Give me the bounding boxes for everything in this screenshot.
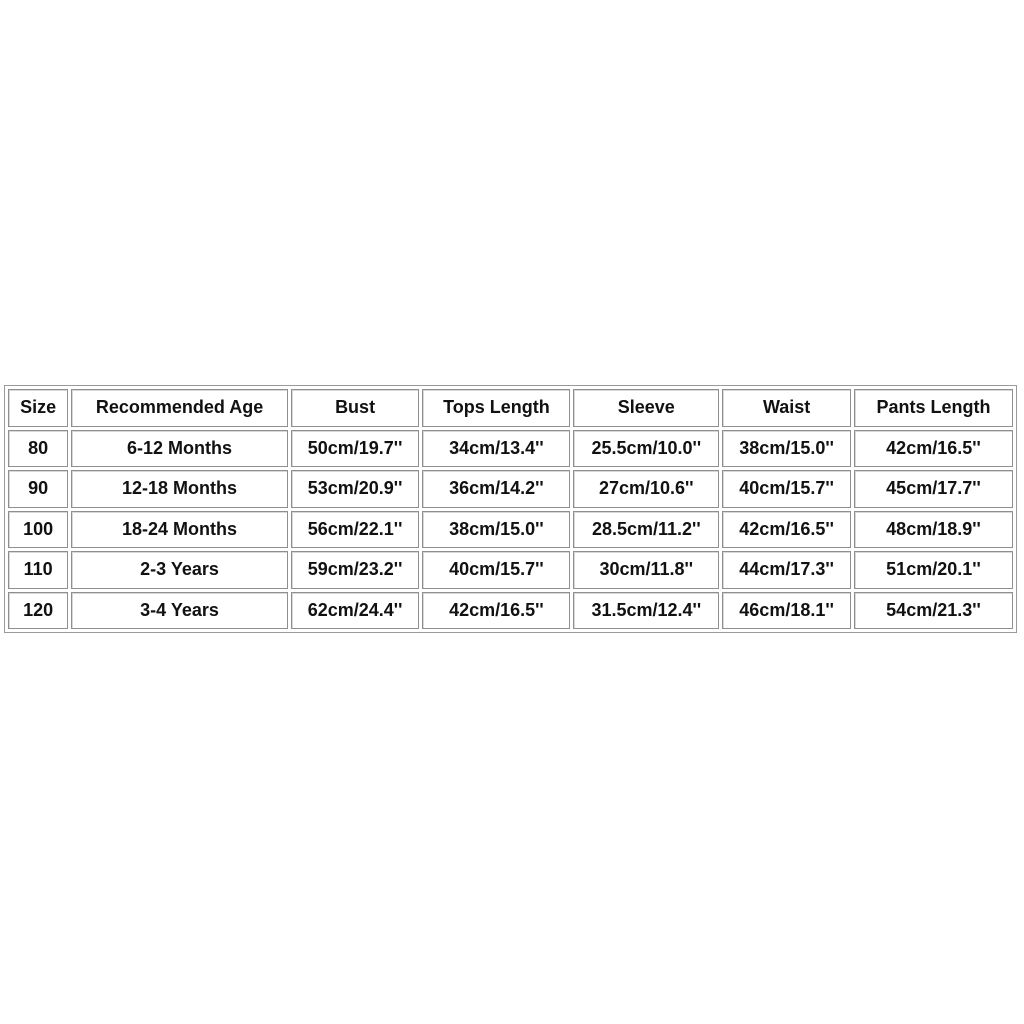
cell-recommended-age: 2-3 Years <box>71 551 287 589</box>
cell-sleeve: 27cm/10.6'' <box>573 470 719 508</box>
table-row <box>8 511 1013 549</box>
cell-pants-length: 51cm/20.1'' <box>854 551 1013 589</box>
header-pants-length: Pants Length <box>854 389 1013 427</box>
header-bust: Bust <box>291 389 420 427</box>
cell-recommended-age: 6-12 Months <box>71 430 287 468</box>
cell-size: 110 <box>8 551 68 589</box>
cell-tops-length: 36cm/14.2'' <box>422 470 570 508</box>
cell-pants-length: 48cm/18.9'' <box>854 511 1013 549</box>
cell-recommended-age: 3-4 Years <box>71 592 287 630</box>
cell-sleeve: 31.5cm/12.4'' <box>573 592 719 630</box>
cell-tops-length: 42cm/16.5'' <box>422 592 570 630</box>
cell-recommended-age: 12-18 Months <box>71 470 287 508</box>
cell-waist: 38cm/15.0'' <box>722 430 851 468</box>
cell-tops-length: 38cm/15.0'' <box>422 511 570 549</box>
size-chart-table <box>5 386 1016 632</box>
cell-sleeve: 30cm/11.8'' <box>573 551 719 589</box>
cell-waist: 42cm/16.5'' <box>722 511 851 549</box>
cell-waist: 46cm/18.1'' <box>722 592 851 630</box>
header-size: Size <box>8 389 68 427</box>
cell-size: 100 <box>8 511 68 549</box>
cell-sleeve: 25.5cm/10.0'' <box>573 430 719 468</box>
cell-sleeve: 28.5cm/11.2'' <box>573 511 719 549</box>
cell-pants-length: 45cm/17.7'' <box>854 470 1013 508</box>
cell-size: 120 <box>8 592 68 630</box>
cell-bust: 56cm/22.1'' <box>291 511 420 549</box>
cell-tops-length: 40cm/15.7'' <box>422 551 570 589</box>
cell-pants-length: 54cm/21.3'' <box>854 592 1013 630</box>
cell-recommended-age: 18-24 Months <box>71 511 287 549</box>
header-recommended-age: Recommended Age <box>71 389 287 427</box>
cell-waist: 44cm/17.3'' <box>722 551 851 589</box>
cell-bust: 59cm/23.2'' <box>291 551 420 589</box>
cell-size: 90 <box>8 470 68 508</box>
cell-size: 80 <box>8 430 68 468</box>
table-row <box>8 551 1013 589</box>
cell-pants-length: 42cm/16.5'' <box>854 430 1013 468</box>
header-waist: Waist <box>722 389 851 427</box>
size-chart <box>4 385 1017 633</box>
cell-tops-length: 34cm/13.4'' <box>422 430 570 468</box>
table-row <box>8 430 1013 468</box>
table-row <box>8 470 1013 508</box>
header-tops-length: Tops Length <box>422 389 570 427</box>
header-sleeve: Sleeve <box>573 389 719 427</box>
table-row <box>8 592 1013 630</box>
cell-bust: 62cm/24.4'' <box>291 592 420 630</box>
cell-bust: 50cm/19.7'' <box>291 430 420 468</box>
cell-bust: 53cm/20.9'' <box>291 470 420 508</box>
header-row <box>8 389 1013 427</box>
cell-waist: 40cm/15.7'' <box>722 470 851 508</box>
